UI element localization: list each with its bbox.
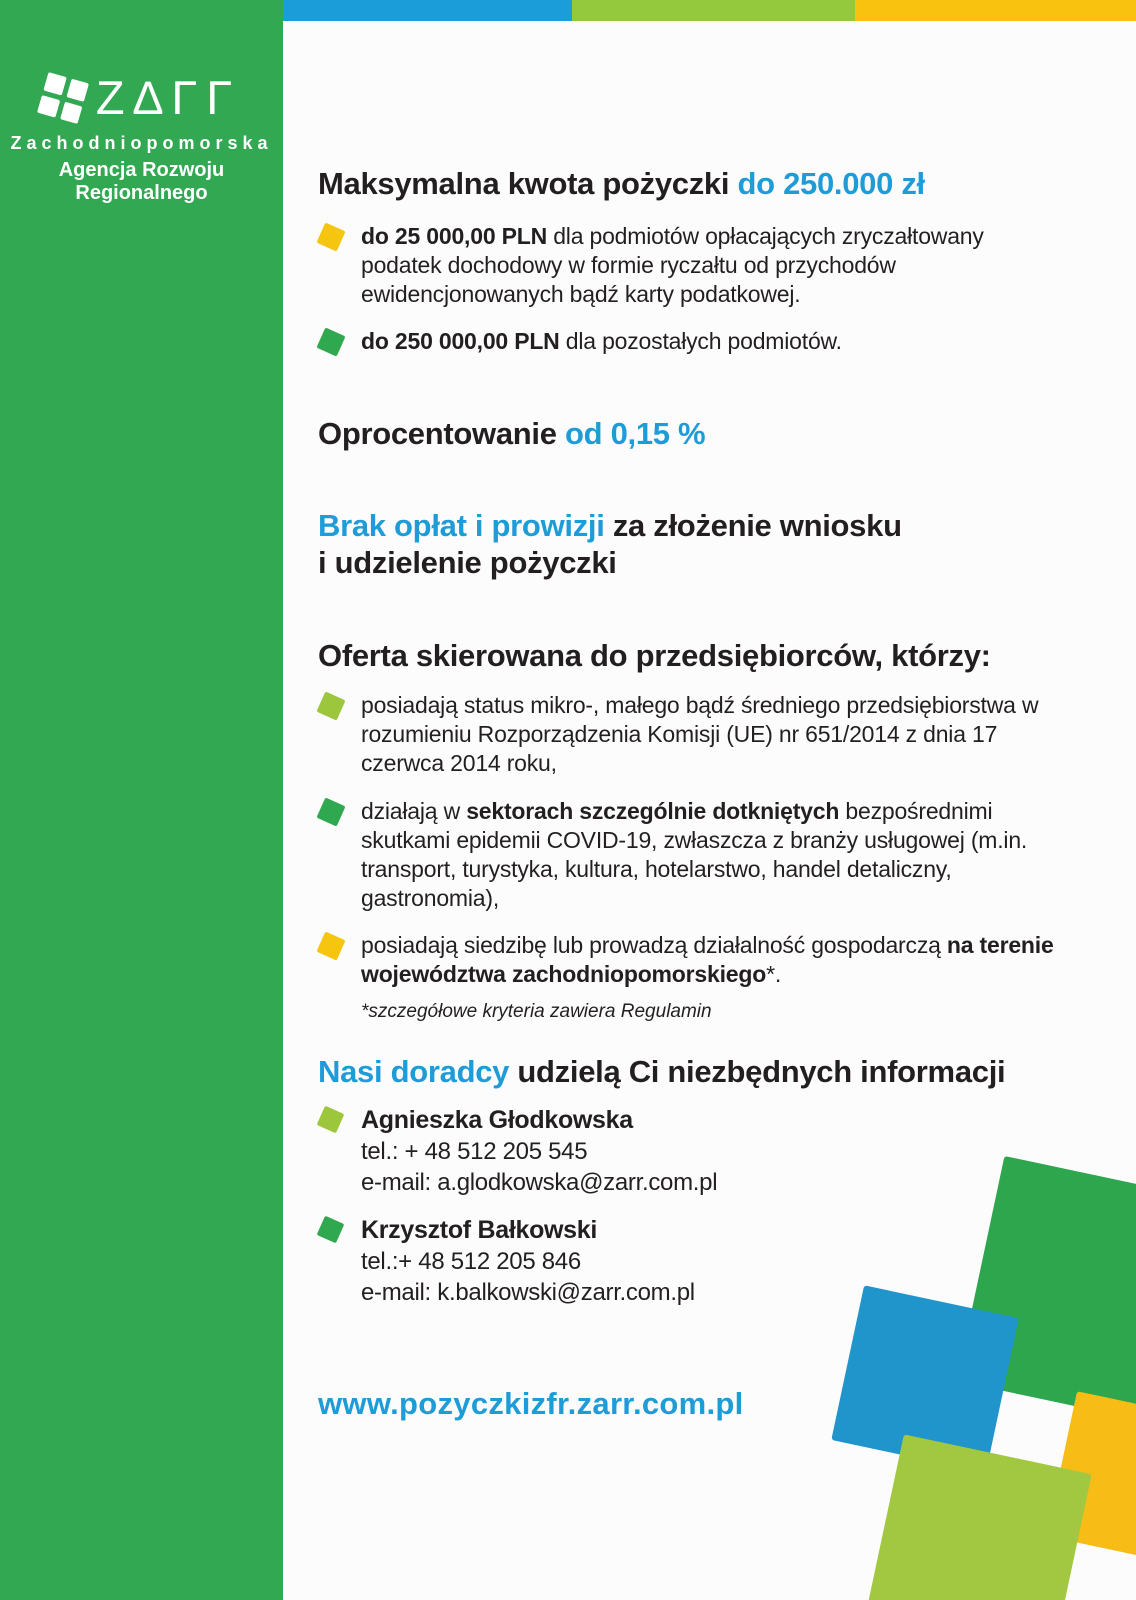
deco-square-lightgreen xyxy=(860,1434,1091,1600)
contact-phone: tel.:+ 48 512 205 846 xyxy=(361,1248,581,1275)
heading-no-fees-line2: i udzielenie pożyczki xyxy=(318,545,617,580)
list-item-text: działają w sektorach szczególnie dotkniętych bezpośrednimi skutkami epidemii COVID-19, zwłaszcza z branży usługowej (m.in. transport, turystyka, kultura, hotelarstwo, handel detaliczny, gastronomia), xyxy=(361,798,1028,911)
heading-no-fees-line1 xyxy=(318,507,902,544)
list-item-text: posiadają status mikro-, małego bądź średniego przedsiębiorstwa w rozumieniu Rozporządzenia Komisji (UE) nr 651/2014 z dnia 17 czerwca 2014 roku, xyxy=(361,692,1039,776)
heading-advisors-black: udzielą Ci niezbędnych informacji xyxy=(509,1054,1006,1089)
heading-no-fees xyxy=(318,507,902,581)
zarr-brand-text: Z∆ΓΓ xyxy=(95,71,242,124)
zarr-logo-row xyxy=(0,71,283,124)
bullet-diamond-icon xyxy=(316,327,345,356)
bullet-diamond-icon xyxy=(316,691,345,720)
heading-interest-blue: od 0,15 % xyxy=(556,416,706,451)
topbar-blue-segment xyxy=(283,0,572,21)
list-item-text: do 25 000,00 PLN dla podmiotów opłacających zryczałtowany podatek dochodowy w formie ryczałtu od przychodów ewidencjonowanych bądź karty podatkowej. xyxy=(361,223,984,307)
list-item xyxy=(318,931,1066,989)
bullet-diamond-icon xyxy=(316,797,345,826)
heading-advisors-blue: Nasi doradcy xyxy=(318,1054,510,1089)
contact-email: e-mail: k.balkowski@zarr.com.pl xyxy=(361,1279,695,1306)
website-url: www.pozyczkizfr.zarr.com.pl xyxy=(318,1386,744,1421)
list-item xyxy=(318,222,1066,309)
heading-interest-black: Oprocentowanie xyxy=(318,416,557,451)
zarr-logo xyxy=(0,71,283,205)
heading-max-amount xyxy=(318,165,925,202)
list-item xyxy=(318,797,1066,913)
bullet-diamond-icon xyxy=(317,1216,345,1244)
list-item xyxy=(318,327,1066,356)
contact-card xyxy=(318,1105,1018,1198)
list-item xyxy=(318,691,1066,778)
zarr-pinwheel-icon xyxy=(37,72,89,124)
list-item-text: posiadają siedzibę lub prowadzą działalność gospodarczą na terenie województwa zachodniopomorskiego*. xyxy=(361,932,1054,987)
heading-no-fees-blue: Brak opłat i prowizji xyxy=(318,508,605,543)
heading-advisors xyxy=(318,1053,1005,1090)
contact-phone: tel.: + 48 512 205 545 xyxy=(361,1138,588,1165)
contact-email: e-mail: a.glodkowska@zarr.com.pl xyxy=(361,1169,718,1196)
topbar-lightgreen-segment xyxy=(572,0,855,21)
heading-max-amount-black: Maksymalna kwota pożyczki xyxy=(318,166,730,201)
bullet-diamond-icon xyxy=(316,931,345,960)
topbar-yellow-segment xyxy=(855,0,1136,21)
zarr-subtitle-2: Agencja Rozwoju Regionalnego xyxy=(58,159,225,204)
heading-interest xyxy=(318,415,705,452)
heading-max-amount-blue: do 250.000 zł xyxy=(729,166,925,201)
brand-sidebar xyxy=(0,0,283,1600)
zarr-subtitle-1: Zachodniopomorska xyxy=(10,133,273,153)
footnote: *szczegółowe kryteria zawiera Regulamin xyxy=(361,1001,712,1022)
contact-card xyxy=(318,1215,1018,1308)
bullet-diamond-icon xyxy=(316,222,345,251)
list-item-text: do 250 000,00 PLN dla pozostałych podmiotów. xyxy=(361,328,842,354)
contact-name: Krzysztof Bałkowski xyxy=(361,1216,598,1244)
heading-no-fees-black1: za złożenie wniosku xyxy=(604,508,902,543)
contact-name: Agnieszka Głodkowska xyxy=(361,1106,633,1134)
bullet-diamond-icon xyxy=(317,1106,345,1134)
heading-offer: Oferta skierowana do przedsiębiorców, którzy: xyxy=(318,638,991,673)
